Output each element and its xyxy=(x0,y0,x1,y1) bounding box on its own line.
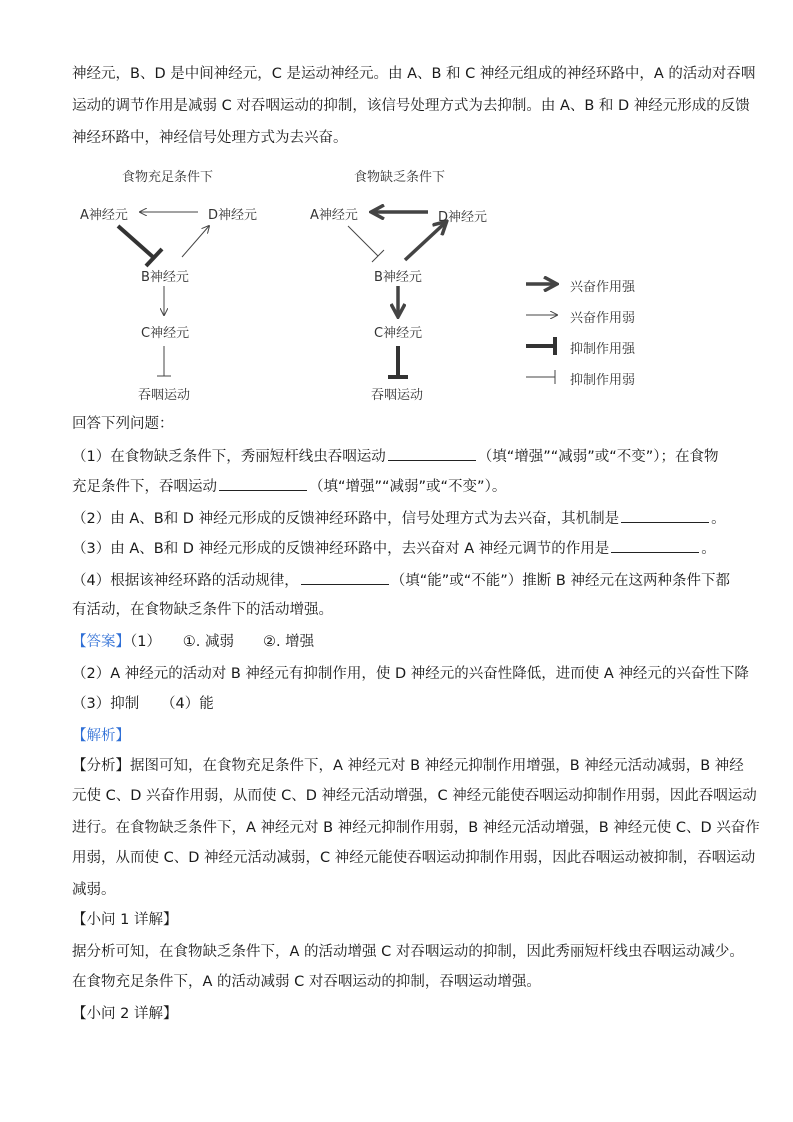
left-node-swallow: 吞咽运动 xyxy=(138,388,191,403)
intro-line-3: 神经环路中，神经信号处理方式为去兴奋。 xyxy=(72,130,348,146)
legend-label-inhibit-weak: 抑制作用弱 xyxy=(570,373,636,388)
right-node-c: C神经元 xyxy=(374,326,423,341)
answer-blank[interactable] xyxy=(301,570,389,585)
figure-right-title: 食物缺乏条件下 xyxy=(354,170,446,185)
question-1-line-1: （1）在食物缺乏条件下，秀丽短杆线虫吞咽运动 （填“增强”“减弱”或“不变”）；在食物 xyxy=(72,446,719,467)
legend-label-inhibit-strong: 抑制作用强 xyxy=(570,342,636,357)
subquestion-1-title: 【小问 1 详解】 xyxy=(72,912,178,928)
question-2: （2）由 A、B和 D 神经元形成的反馈神经环路中，信号处理方式为去兴奋，其机制是 。 xyxy=(72,508,726,529)
answer-line-2: （2）A 神经元的活动对 B 神经元有抑制作用，使 D 神经元的兴奋性降低，进而使 A 神经元的兴奋性下降 xyxy=(72,666,749,682)
analysis-line-5: 减弱。 xyxy=(72,882,116,898)
question-3: （3）由 A、B和 D 神经元形成的反馈神经环路中，去兴奋对 A 神经元调节的作用是 。 xyxy=(72,538,716,559)
left-node-d: D神经元 xyxy=(208,208,258,223)
right-node-b: B神经元 xyxy=(374,270,422,285)
analysis-line-3: 进行。在食物缺乏条件下，A 神经元对 B 神经元抑制作用弱，B 神经元活动增强，B 神经元使 C、D 兴奋作 xyxy=(72,820,760,836)
left-b-to-d-arrow xyxy=(182,226,209,257)
left-node-a: A神经元 xyxy=(80,208,128,223)
intro-line-1: 神经元，B、D 是中间神经元，C 是运动神经元。由 A、B 和 C 神经元组成的神经环路中，A 的活动对吞咽 xyxy=(72,66,756,82)
right-a-to-b-inhibit xyxy=(348,226,378,256)
legend-label-excite-weak: 兴奋作用弱 xyxy=(570,311,636,326)
right-node-d: D神经元 xyxy=(438,210,488,225)
answer-blank[interactable] xyxy=(388,446,476,461)
legend-label-excite-strong: 兴奋作用强 xyxy=(570,280,636,295)
subquestion-1-line-2: 在食物充足条件下，A 的活动减弱 C 对吞咽运动的抑制，吞咽运动增强。 xyxy=(72,974,541,990)
answer-tag: 【答案】 xyxy=(72,634,130,650)
left-node-b: B神经元 xyxy=(141,270,189,285)
right-b-to-d-arrow xyxy=(405,222,446,260)
answer-blank[interactable] xyxy=(219,476,307,491)
answer-line-3: （3）抑制 （4）能 xyxy=(72,696,214,712)
subquestion-1-line-1: 据分析可知，在食物缺乏条件下，A 的活动增强 C 对吞咽运动的抑制，因此秀丽短杆线虫吞咽运动减少。 xyxy=(72,944,744,960)
right-node-swallow: 吞咽运动 xyxy=(371,388,424,403)
figure-left-title: 食物充足条件下 xyxy=(122,170,214,185)
answer-blank[interactable] xyxy=(611,538,699,553)
analysis-line-4: 用弱，从而使 C、D 神经元活动减弱，C 神经元能使吞咽运动抑制作用弱，因此吞咽运动被抑制，吞咽运动 xyxy=(72,850,756,866)
analysis-tag: 【解析】 xyxy=(72,728,130,744)
questions-lead: 回答下列问题： xyxy=(72,416,174,432)
analysis-line-1: 【分析】据图可知，在食物充足条件下，A 神经元对 B 神经元抑制作用增强，B 神经元活动减弱，B 神经 xyxy=(72,758,744,774)
question-4-line-2: 有活动，在食物缺乏条件下的活动增强。 xyxy=(72,602,333,618)
right-node-a: A神经元 xyxy=(310,208,358,223)
intro-line-2: 运动的调节作用是减弱 C 对吞咽运动的抑制，该信号处理方式为去抑制。由 A、B 和 D 神经元形成的反馈 xyxy=(72,98,750,114)
question-4-line-1: （4）根据该神经环路的活动规律， （填“能”或“不能”）推断 B 神经元在这两种条件下都 xyxy=(72,570,730,591)
left-node-c: C神经元 xyxy=(141,326,190,341)
left-a-to-b-inhibit xyxy=(118,226,153,257)
answer-line-1: 【答案】（1） ①. 减弱 ②. 增强 xyxy=(72,634,315,650)
question-1-line-2: 充足条件下，吞咽运动 （填“增强”“减弱”或“不变”）。 xyxy=(72,476,506,497)
analysis-line-2: 元使 C、D 兴奋作用弱，从而使 C、D 神经元活动增强，C 神经元能使吞咽运动抑制作用弱，因此吞咽运动 xyxy=(72,788,757,804)
subquestion-2-title: 【小问 2 详解】 xyxy=(72,1006,178,1022)
answer-blank[interactable] xyxy=(621,508,709,523)
